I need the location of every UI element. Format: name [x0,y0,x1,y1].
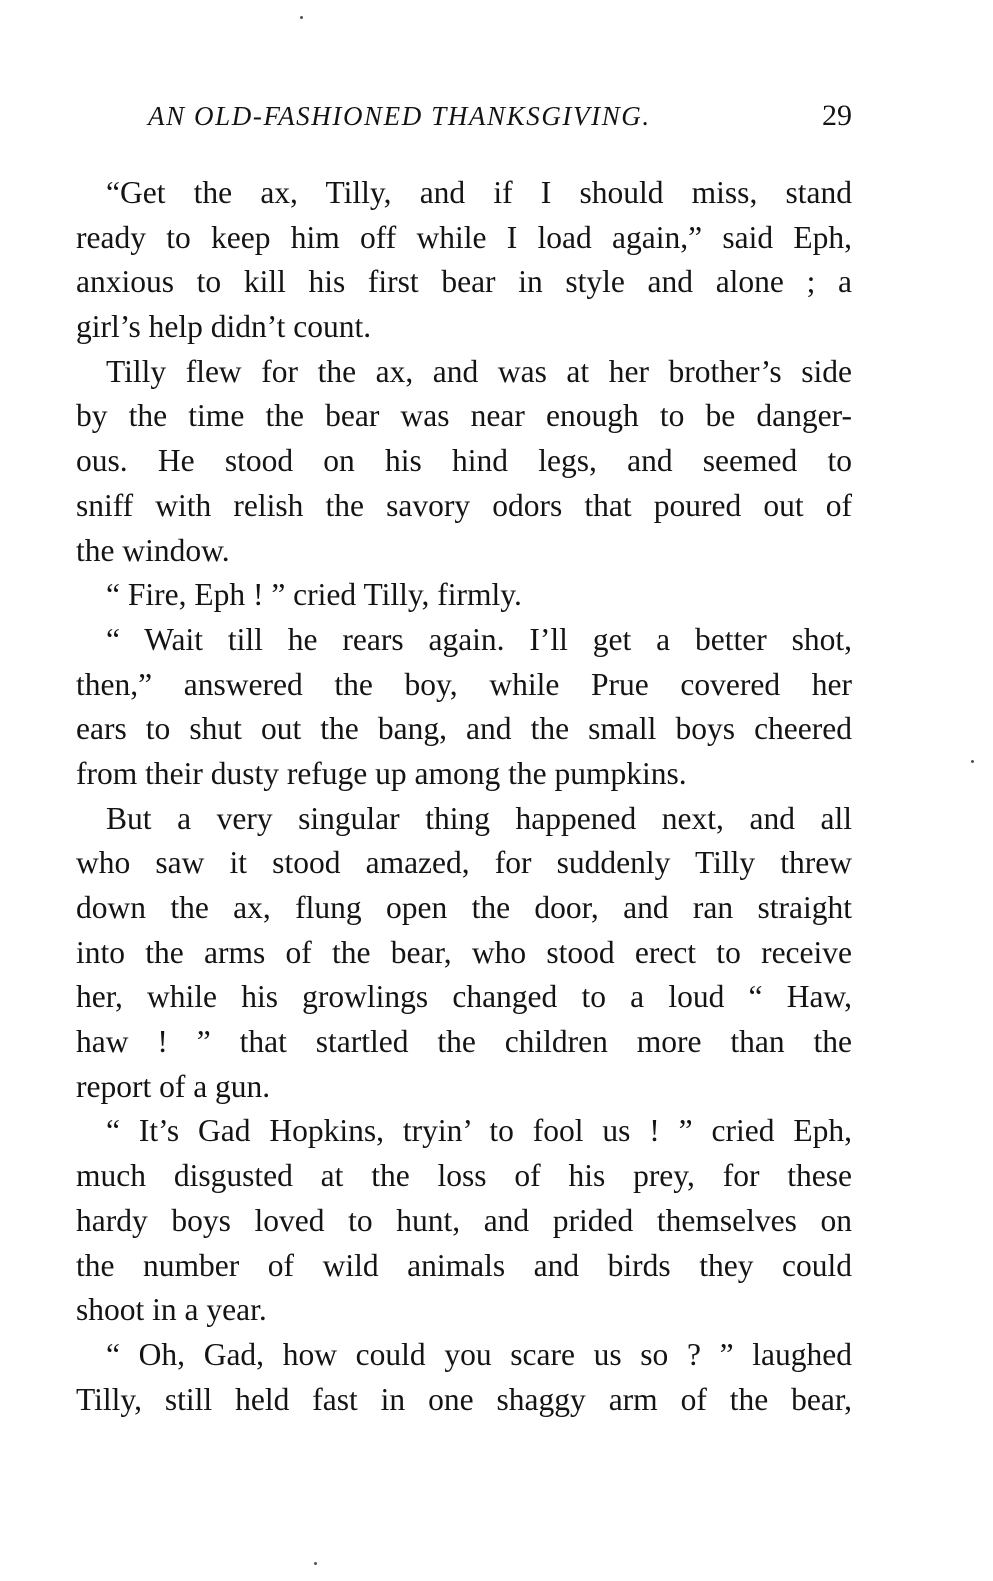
text-line: report of a gun. [76,1068,271,1104]
text-line: ears to shut out the bang, and the small boys cheered [76,711,852,747]
text-line: sniff with relish the savory odors that poured out of [76,487,852,523]
paper-speck [300,16,303,19]
text-line: from their dusty refuge up among the pumpkins. [76,755,687,791]
text-line: much disgusted at the loss of his prey, for these [76,1158,852,1194]
text-line: who saw it stood amazed, for suddenly Tilly threw [76,845,852,881]
paper-speck [971,760,974,763]
text-line: haw ! ” that startled the children more than the [76,1024,852,1060]
text-line: the window. [76,532,230,568]
running-title: AN OLD-FASHIONED THANKSGIVING. [148,101,651,131]
running-head [76,96,852,136]
text-line: “Get the ax, Tilly, and if I should miss, stand [106,175,852,210]
text-line: her, while his growlings changed to a loud “ Haw, [76,979,852,1015]
page-number: 29 [822,99,852,132]
text-line: ous. He stood on his hind legs, and seemed to [76,443,852,479]
text-line: girl’s help didn’t count. [76,309,372,345]
text-line: “ Oh, Gad, how could you scare us so ? ” laughed [106,1336,852,1372]
text-line: the number of wild animals and birds they could [76,1247,852,1283]
text-line: into the arms of the bear, who stood erect to receive [76,934,852,970]
text-line: “ It’s Gad Hopkins, tryin’ to fool us ! ” cried Eph, [106,1113,852,1149]
text-line: down the ax, flung open the door, and ran straight [76,890,852,925]
text-line: hardy boys loved to hunt, and prided themselves on [76,1202,852,1238]
text-line: by the time the bear was near enough to be danger- [76,398,852,434]
text-line: “ Fire, Eph ! ” cried Tilly, firmly. [106,577,522,613]
text-line: anxious to kill his first bear in style and alone ; a [76,264,852,300]
text-line: Tilly, still held fast in one shaggy arm of the bear, [76,1381,852,1417]
body-text [76,171,852,1422]
text-line: then,” answered the boy, while Prue covered her [76,666,852,702]
text-line: But a very singular thing happened next, and all [106,800,852,836]
paper-speck [314,1562,317,1565]
text-line: Tilly flew for the ax, and was at her brother’s side [106,353,852,389]
text-line: shoot in a year. [76,1292,267,1328]
text-line: ready to keep him off while I load again,” said Eph, [76,219,852,255]
text-line: “ Wait till he rears again. I’ll get a better shot, [106,621,852,657]
